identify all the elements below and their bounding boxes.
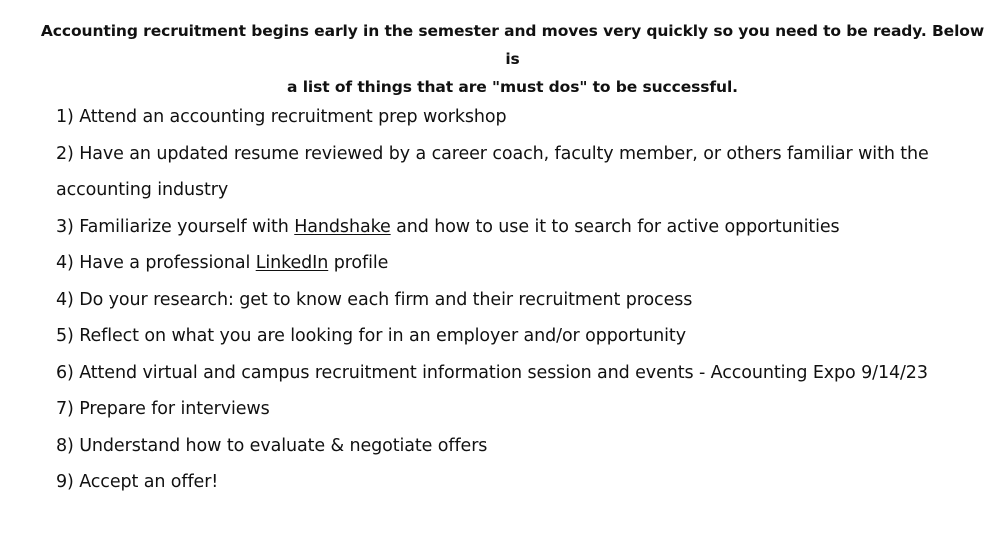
list-item-text: 3) Familiarize yourself with xyxy=(56,216,295,237)
intro-paragraph xyxy=(40,17,985,101)
list-item-text: 4) Have a professional xyxy=(56,253,256,273)
list-item xyxy=(56,209,956,246)
intro-line-2: a list of things that are "must dos" to be successful. xyxy=(287,78,738,96)
list-item: 2) Have an updated resume reviewed by a career coach, faculty member, or others familiar with the accounting industry xyxy=(56,143,929,200)
list-item xyxy=(56,245,956,282)
list-item: 9) Accept an offer! xyxy=(56,472,219,492)
must-dos-list xyxy=(56,99,956,501)
list-item: 7) Prepare for interviews xyxy=(56,399,270,419)
handshake-link[interactable]: Handshake xyxy=(294,216,391,237)
intro-line-1: Accounting recruitment begins early in the semester and moves very quickly so you need to be ready. Below is xyxy=(40,22,985,68)
linkedin-link[interactable]: LinkedIn xyxy=(255,253,329,273)
list-item-text: and how to use it to search for active opportunities xyxy=(390,216,840,237)
list-item: 6) Attend virtual and campus recruitment information session and events - Accounting Expo 9/14/23 xyxy=(56,362,928,383)
list-item: 5) Reflect on what you are looking for in an employer and/or opportunity xyxy=(56,326,686,346)
list-item: 4) Do your research: get to know each firm and their recruitment process xyxy=(56,289,693,310)
list-item-text: profile xyxy=(328,253,389,273)
list-item: 1) Attend an accounting recruitment prep workshop xyxy=(56,107,507,127)
list-item: 8) Understand how to evaluate & negotiate offers xyxy=(56,435,488,456)
